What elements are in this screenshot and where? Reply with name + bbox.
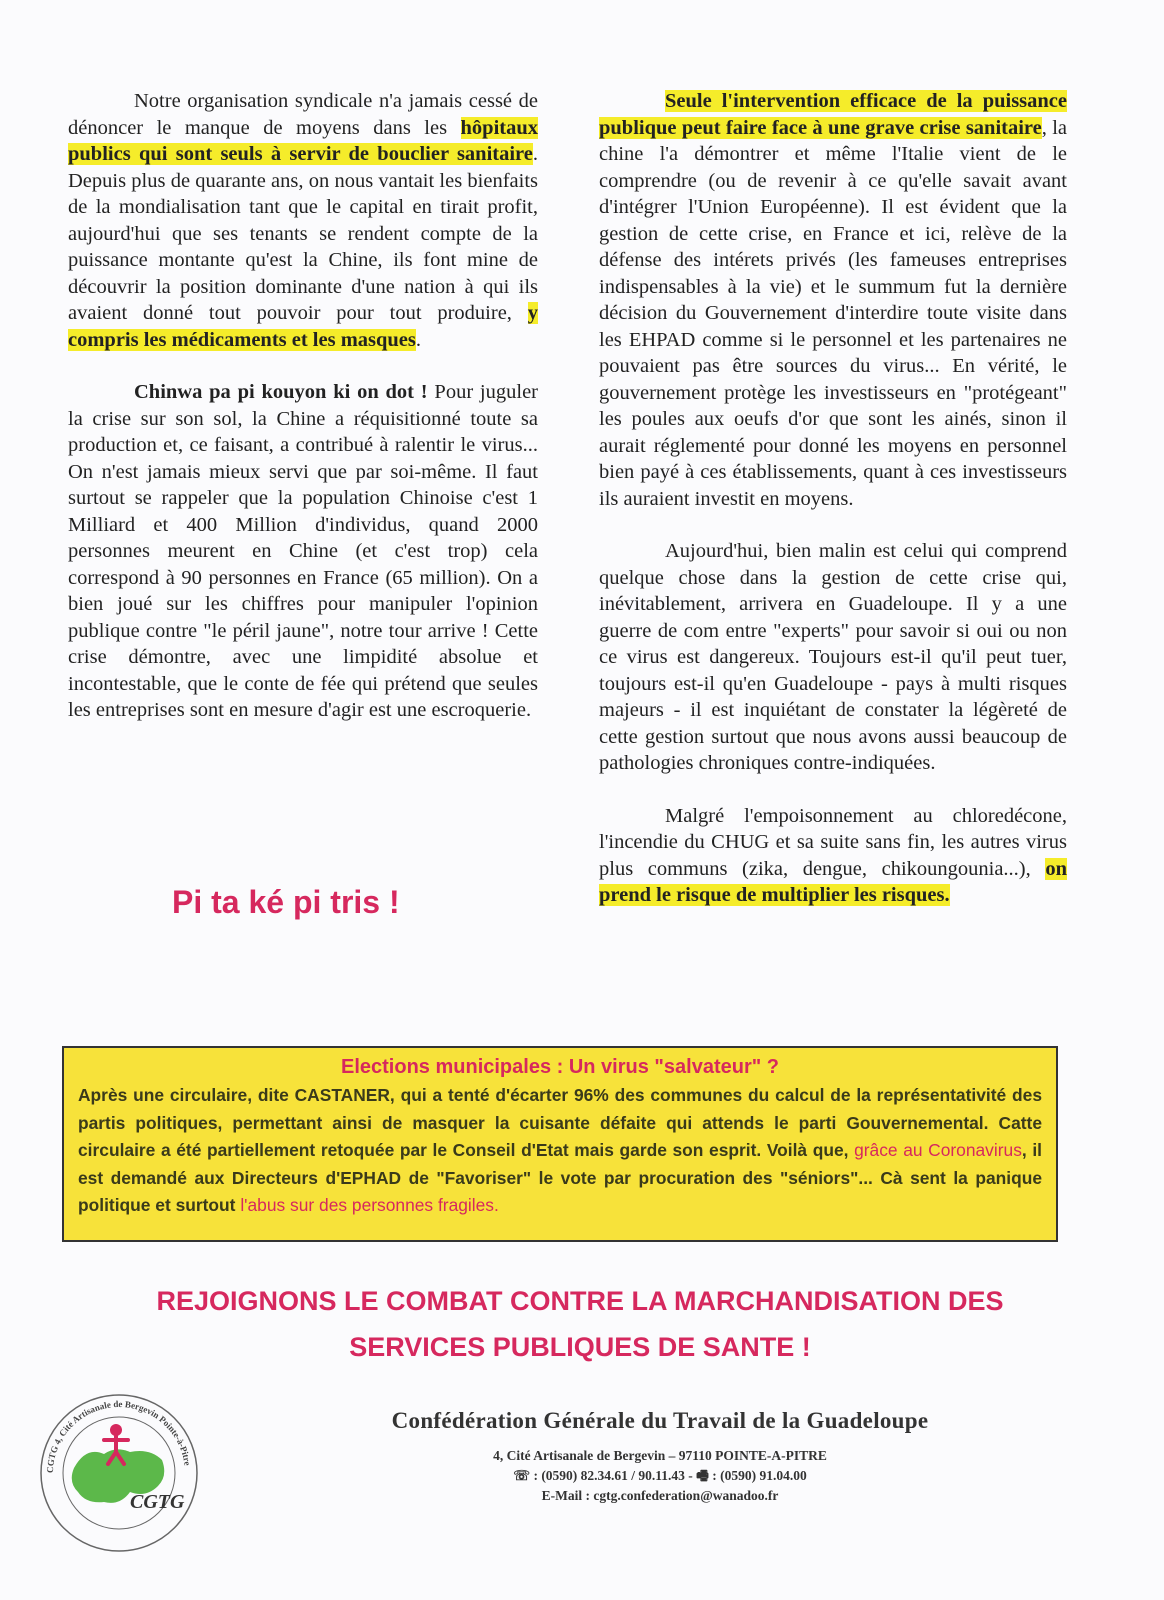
right-paragraph-3: Malgré l'empoisonnement au chloredécone, l'incendie du CHUG et sa suite sans fin, les autres virus plus communs (zika, dengue, chikoungounia...), on prend le risque de multiplier les risques.: [599, 804, 1067, 906]
cgtg-logo: [34, 1388, 204, 1558]
address: 4, Cité Artisanale de Bergevin – 97110 POINTE-A-PITRE: [493, 1448, 827, 1463]
phone-fax: ☏ : (0590) 82.34.61 / 90.11.43 - 🖷 : (0590) 91.04.00: [513, 1468, 807, 1483]
highlight-hopitaux: hôpitaux publics qui sont seuls à servir de bouclier sanitaire: [68, 116, 538, 165]
call-to-action-banner: REJOIGNONS LE COMBAT CONTRE LA MARCHANDISATION DES SERVICES PUBLIQUES DE SANTE !: [156, 1286, 1004, 1362]
email[interactable]: E-Mail : cgtg.confederation@wanadoo.fr: [541, 1488, 779, 1503]
organisation-name: Confédération Générale du Travail de la Guadeloupe: [391, 1408, 929, 1433]
highlight-risques: on prend le risque de multiplier les risques.: [599, 857, 1067, 906]
left-paragraph-2: Chinwa pa pi kouyon ki on dot ! Pour juguler la crise sur son sol, la Chine a réquisitionné toute sa production et, ce faisant, a contribué à ralentir le virus... On n'est jamais mieux servi que par soi-même. Il faut surtout se rappeler que la population Chinoise c'est 1 Milliard et 400 Million d'individus, quand 2000 personnes meurent en Chine (et c'est trop) cela correspond à 90 personnes en France (65 million). On a bien joué sur les chiffres pour manipuler l'opinion publique contre "le péril jaune", notre tour arrive ! Cette crise démontre, avec une limpidité absolue et incontestable, que le conte de fée qui prétend que seules les entreprises sont en mesure d'agir est une escroquerie.: [68, 381, 538, 721]
slogan: Pi ta ké pi tris !: [172, 884, 400, 920]
logo-ring-text: CGTG 4, Cité Artisanale de Bergevin Pointe-à-Pitre: [44, 1398, 193, 1474]
right-paragraph-1: Seule l'intervention efficace de la puissance publique peut faire face à une grave crise sanitaire, la chine l'a démontrer et même l'Italie vient de le comprendre (ou de revenir à ce qu'elle savait avant d'intégrer l'Union Européenne). Il est évident que la gestion de cette crise, en France et ici, relève de la défense des intérets privés (les fameuses entreprises indispensables à la vie) et le summum fut la dernière décision du Gouvernement d'interdire toute visite dans les EHPAD comme si le personnel et les partenaires ne pouvaient pas être sources du virus... En vérité, le gouvernement protège les investisseurs en "protégeant" les poules aux oeufs d'or que sont les ainés, sinon il aurait réglementé pour donné les moyens en personnel bien payé à ces établissements, quant à ces investisseurs ils auraient investit en moyens.: [599, 90, 1068, 510]
logo-text: CGTG: [130, 1491, 185, 1513]
left-paragraph-1: Notre organisation syndicale n'a jamais cessé de dénoncer le manque de moyens dans les hôpitaux publics qui sont seuls à servir de bouclier sanitaire. Depuis plus de quarante ans, on nous vantait les bienfaits de la mondialisation tant que le capital en tirait profit, aujourd'hui que ses tenants se rendent compte de la puissance montante qu'est la Chine, ils font mine de découvrir la position dominante d'une nation à qui ils avaient donné tout pouvoir pour tout produire, y compris les médicaments et les masques.: [68, 90, 538, 351]
right-column: [599, 88, 1067, 935]
highlight-masques: y compris les médicaments et les masques: [68, 302, 538, 351]
elections-box: [62, 1046, 1058, 1242]
elections-box-title: Elections municipales : Un virus "salvateur" ?: [341, 1056, 779, 1078]
highlight-puissance-publique: Seule l'intervention efficace de la puissance publique peut faire face à une grave crise sanitaire: [599, 90, 1067, 139]
right-paragraph-2: Aujourd'hui, bien malin est celui qui comprend quelque chose dans la gestion de cette crise qui, inévitablement, arrivera en Guadeloupe. Il y a une guerre de com entre "experts" pour savoir si oui ou non ce virus est dangereux. Toujours est-il qu'il peut tuer, toujours est-il qu'en Guadeloupe - pays à multi risques majeurs - il est inquiétant de constater la légèreté de cette gestion surtout que nous avons aussi beaucoup de pathologies chroniques contre-indiquées.: [599, 540, 1067, 774]
creole-heading: Chinwa pa pi kouyon ki on dot !: [134, 381, 428, 403]
footer: [210, 1408, 1110, 1506]
left-column: [68, 88, 538, 750]
elections-box-text: Après une circulaire, dite CASTANER, qui a tenté d'écarter 96% des communes du calcul de la représentativité des partis politiques, permettant ainsi de masquer la cuisante défaite qui attends le parti Gouvernemental. Catte circulaire a été partiellement retoquée par le Conseil d'Etat mais garde son esprit. Voilà que, grâce au Coronavirus, il est demandé aux Directeurs d'EPHAD de "Favoriser" le vote par procuration des "séniors"... Cà sent la panique politique et surtout l'abus sur des personnes fragiles.: [78, 1085, 1043, 1215]
